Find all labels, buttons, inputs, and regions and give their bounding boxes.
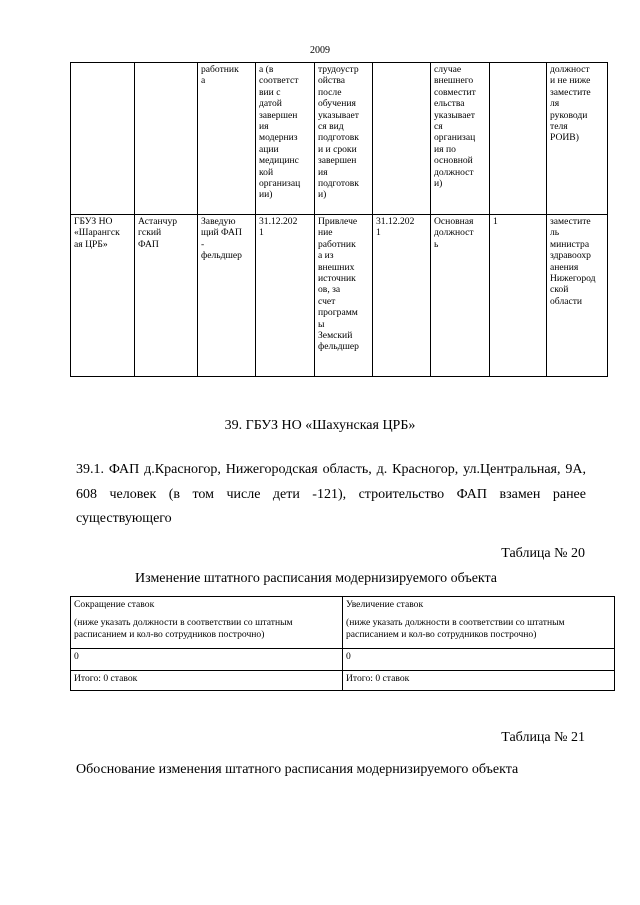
table-cell: случае внешнего совместит ельства указывает ся организац ия по основной должност и) bbox=[431, 63, 490, 215]
reduction-total: Итого: 0 ставок bbox=[71, 671, 343, 691]
increase-header: Увеличение ставок bbox=[346, 599, 424, 610]
table-cell: Основная должност ь bbox=[431, 215, 490, 377]
table-row bbox=[71, 63, 608, 215]
staffing-table-continuation bbox=[70, 62, 608, 377]
increase-total: Итого: 0 ставок bbox=[343, 671, 615, 691]
table-cell bbox=[135, 63, 198, 215]
table-cell: а (в соответст вии с датой завершен ия модерниз ации медицинс кой организац ии) bbox=[256, 63, 315, 215]
table-cell: 1 bbox=[490, 215, 547, 377]
table-cell: Привлече ние работник а из внешних источник ов, за счет программ ы Земский фельдшер bbox=[315, 215, 373, 377]
table-row bbox=[71, 649, 615, 671]
table-21-label: Таблица № 21 bbox=[501, 730, 585, 745]
table-20-caption: Изменение штатного расписания модернизируемого объекта bbox=[135, 571, 498, 586]
table-20-label: Таблица № 20 bbox=[501, 546, 585, 561]
facility-description-paragraph: 39.1. ФАП д.Красногор, Нижегородская область, д. Красногор, ул.Центральная, 9А, 608 человек (в том числе дети -121), строительство ФАП взамен ранее существующего bbox=[76, 462, 586, 526]
table-row bbox=[71, 597, 615, 649]
table-cell: 31.12.202 1 bbox=[256, 215, 315, 377]
table-cell: Заведую щий ФАП - фельдшер bbox=[198, 215, 256, 377]
increase-header-cell bbox=[343, 597, 615, 649]
table-cell bbox=[373, 63, 431, 215]
staffing-change-table bbox=[70, 596, 615, 691]
table-row bbox=[71, 215, 608, 377]
table-row bbox=[71, 671, 615, 691]
reduction-hint: (ниже указать должности в соответствии со штатным расписанием и кол-во сотрудников построчно) bbox=[74, 617, 293, 640]
table-cell: трудоустр ойства после обучения указывает ся вид подготовк и и сроки завершен ия подготовк и) bbox=[315, 63, 373, 215]
table-cell: должност и не ниже заместите ля руководи теля РОИВ) bbox=[547, 63, 608, 215]
reduction-header: Сокращение ставок bbox=[74, 599, 155, 610]
reduction-value: 0 bbox=[71, 649, 343, 671]
section-heading: 39. ГБУЗ НО «Шахунская ЦРБ» bbox=[224, 418, 416, 433]
page-number: 2009 bbox=[310, 45, 330, 56]
table-cell: ГБУЗ НО «Шарангск ая ЦРБ» bbox=[71, 215, 135, 377]
table-cell bbox=[71, 63, 135, 215]
table-cell: Астанчур гский ФАП bbox=[135, 215, 198, 377]
reduction-header-cell bbox=[71, 597, 343, 649]
table-21-caption: Обоснование изменения штатного расписания модернизируемого объекта bbox=[76, 762, 519, 777]
table-cell bbox=[490, 63, 547, 215]
table-cell: работник а bbox=[198, 63, 256, 215]
table-cell: заместите ль министра здравоохр анения Нижегород ской области bbox=[547, 215, 608, 377]
table-cell: 31.12.202 1 bbox=[373, 215, 431, 377]
increase-value: 0 bbox=[343, 649, 615, 671]
increase-hint: (ниже указать должности в соответствии со штатным расписанием и кол-во сотрудников построчно) bbox=[346, 617, 565, 640]
